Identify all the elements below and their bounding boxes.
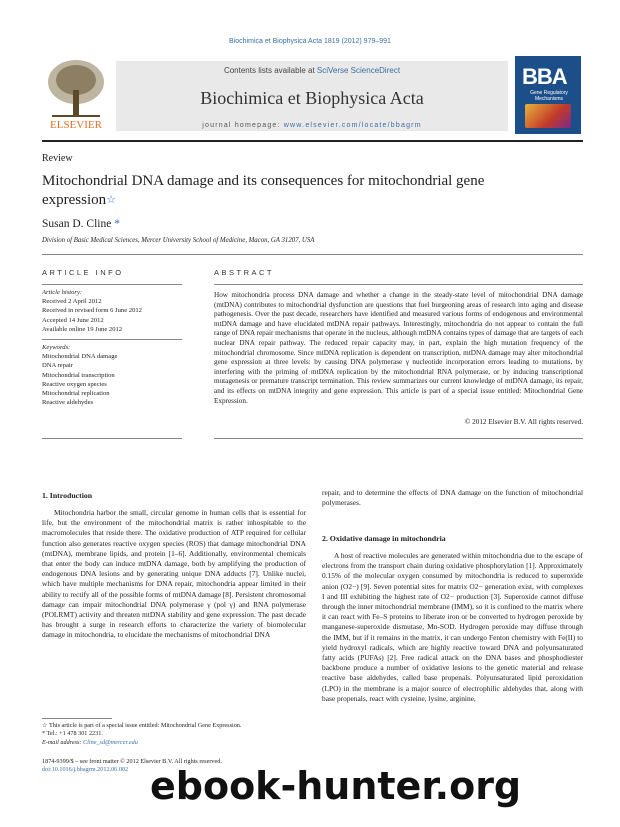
- keywords-rule: [42, 339, 182, 340]
- abstract-bottom-rule: [214, 438, 583, 439]
- section2-text: A host of reactive molecules are generated within mitochondria due to the escape of electrons from the transport chain during oxidative phosphorylation [1]. Approximately 0.15% of the molecular oxygen consumed by mitochondria is reduced to superoxide anion (O2−) [9]. Seven potential sites for matrix O2− generation exist, with complexes I and III exhibiting the highest rate of O2− production [3]. Superoxide cannot diffuse through the inner mitochondrial membrane (IMM), so it is confined to the matrix where it can react with Fe–S proteins to liberate iron or be converted to hydrogen peroxide by manganese-superoxide dismutase, Mn-SOD. Hydrogen peroxide may diffuse through the IMM, but if it remains in the matrix, it can undergo Fenton chemistry with Fe(II) to yield hydroxyl radicals, which are highly reactive toward DNA and polyunsaturated fatty acids (PUFAs) [2]. Free radical attack on the DNA bases and phosphodiester backbone produce a number of oxidative lesions to the genetic material and release reactive base aldehydes, called base propenals. Polyunsaturated lipid peroxidation (LPO) in the membrane is a major source of electrophilic aldehydes that, along with base propenals, react with cysteine, lysine, arginine,: [322, 551, 583, 703]
- contents-prefix: Contents lists available at: [223, 66, 317, 75]
- keywords-label: Keywords:: [42, 344, 71, 351]
- footnote-rule: [42, 718, 112, 719]
- author-name: Susan D. Cline: [42, 218, 112, 230]
- right-col-continuation: repair, and to determine the effects of DNA damage on the function of mitochondrial polymerases.: [322, 488, 583, 508]
- footnote-special-issue: ☆ This article is part of a special issue entitled: Mitochondrial Gene Expression.: [42, 722, 242, 729]
- homepage-link[interactable]: www.elsevier.com/locate/bbagrm: [283, 122, 422, 129]
- article-info-heading: ARTICLE INFO: [42, 268, 124, 277]
- article-title: [42, 172, 502, 210]
- keyword: Mitochondrial replication: [42, 390, 110, 398]
- article-type: Review: [42, 153, 73, 164]
- publisher-name: ELSEVIER: [50, 119, 102, 131]
- cover-subtitle: Gene Regulatory Mechanisms: [530, 90, 568, 102]
- keyword: DNA repair: [42, 362, 73, 370]
- affiliation: Division of Basic Medical Sciences, Mercer University School of Medicine, Macon, GA 31207, USA: [42, 237, 315, 244]
- article-info-rule: [42, 284, 182, 285]
- article-title-text: Mitochondrial DNA damage and its consequences for mitochondrial gene expression: [42, 173, 485, 208]
- section2-heading: 2. Oxidative damage in mitochondria: [322, 534, 446, 543]
- history-item: Received 2 April 2012: [42, 298, 102, 306]
- footnotes: [42, 722, 306, 747]
- intro-heading: 1. Introduction: [42, 491, 93, 500]
- sciencedirect-link[interactable]: SciVerse ScienceDirect: [316, 66, 401, 75]
- abstract-text: How mitochondria process DNA damage and whether a change in the steady-state level of mitochondrial DNA damage (mtDNA) contributes to mitochondrial dysfunction are questions that fuel burgeoning areas of research into aging and disease pathogenesis. Over the past decade, researchers have identified and measured various forms of endogenous and environmental mtDNA damage and have elucidated mtDNA repair pathways. Interestingly, mitochondria do not appear to contain the full range of DNA repair mechanisms that operate in the nucleus, although mtDNA contains types of damage that are targets of each nuclear DNA repair pathway. The reduced repair capacity may, in part, explain the high mutation frequency of the mitochondrial chromosome. Since mtDNA replication is dependent on transcription, mtDNA damage may alter mitochondrial gene expression at three levels: by causing DNA polymerase γ nucleotide incorporation errors leading to mutations, by interfering with the priming of mtDNA replication by the mitochondrial RNA polymerase, or by inducing transcriptional mutagenesis or premature transcript termination. This review summarizes our current knowledge of mtDNA damage, its repair, and its effects on mtDNA integrity and gene expression. This article is part of a special issue entitled: Mitochondrial Gene Expression.: [214, 291, 583, 405]
- intro-text: Mitochondria harbor the small, circular genome in human cells that is essential for life, but the environment of the mitochondrial matrix is rather inhospitable to the macromolecules that reside there. The oxidative production of ATP required for cellular function also generates reactive oxygen species (ROS) that damage mitochondrial DNA (mtDNA), membrane lipids, and protein [1–6]. Additionally, environmental chemicals that enter the body can induce mtDNA damage, both by amplifying the production of endogenous DNA lesions and by generating unique DNA adducts [7]. Unlike nuclei, which have multiple mechanisms for DNA repair, mitochondria appear limited in their ability to rectify all of the possible forms of mtDNA damage [8]. Persistent chromosomal damage can impair mitochondrial DNA polymerase γ (pol γ) and RNA polymerase (POLRMT) activity and threaten mtDNA stability and gene expression. The past decade has brought a surge in research efforts to characterize the variety of biomolecular damage in mitochondria, to elucidate the mechanisms of mitochondrial DNA: [42, 508, 306, 640]
- title-footnote-star-icon[interactable]: ☆: [106, 194, 117, 206]
- footnote-tel: * Tel.: +1 478 301 2231.: [42, 730, 103, 738]
- email-label: E-mail address:: [42, 738, 84, 746]
- section2-paragraph: [322, 551, 583, 704]
- watermark-text: ebook-hunter.org: [150, 764, 522, 808]
- abstract-copyright: © 2012 Elsevier B.V. All rights reserved.: [464, 418, 583, 426]
- history-item: Received in revised form 6 June 2012: [42, 307, 142, 315]
- cover-title: BBA: [522, 64, 567, 89]
- intro-paragraph: [42, 508, 306, 641]
- author-line: [42, 218, 120, 230]
- elsevier-tree-logo: [42, 56, 110, 132]
- history-item: Available online 19 June 2012: [42, 325, 123, 333]
- journal-title: Biochimica et Biophysica Acta: [200, 88, 424, 108]
- keyword: Reactive aldehydes: [42, 399, 94, 407]
- abstract-heading: ABSTRACT: [214, 268, 275, 277]
- article-history: [42, 288, 182, 334]
- homepage-line: [116, 122, 508, 129]
- homepage-prefix: journal homepage:: [202, 122, 284, 129]
- front-matter-line: 1874-9399/$ – see front matter © 2012 Elsevier B.V. All rights reserved.: [42, 758, 222, 765]
- header-rule: [42, 140, 583, 142]
- author-footnote-mark[interactable]: *: [114, 218, 120, 230]
- keywords: [42, 343, 182, 407]
- history-item: Accepted 14 June 2012: [42, 316, 104, 324]
- keyword: Reactive oxygen species: [42, 380, 107, 388]
- history-label: Article history:: [42, 289, 83, 296]
- keyword: Mitochondrial transcription: [42, 371, 115, 379]
- contents-line: [116, 66, 508, 75]
- cover-image: [525, 104, 571, 128]
- doi-link[interactable]: doi:10.1016/j.bbagrm.2012.06.002: [42, 766, 129, 774]
- info-top-rule: [42, 254, 583, 255]
- keyword: Mitochondrial DNA damage: [42, 353, 118, 361]
- info-bottom-rule: [42, 438, 182, 439]
- email-link[interactable]: Cline_sd@mercer.edu: [83, 738, 138, 746]
- abstract-rule: [214, 284, 583, 285]
- journal-citation[interactable]: Biochimica et Biophysica Acta 1819 (2012) 979–991: [229, 38, 391, 45]
